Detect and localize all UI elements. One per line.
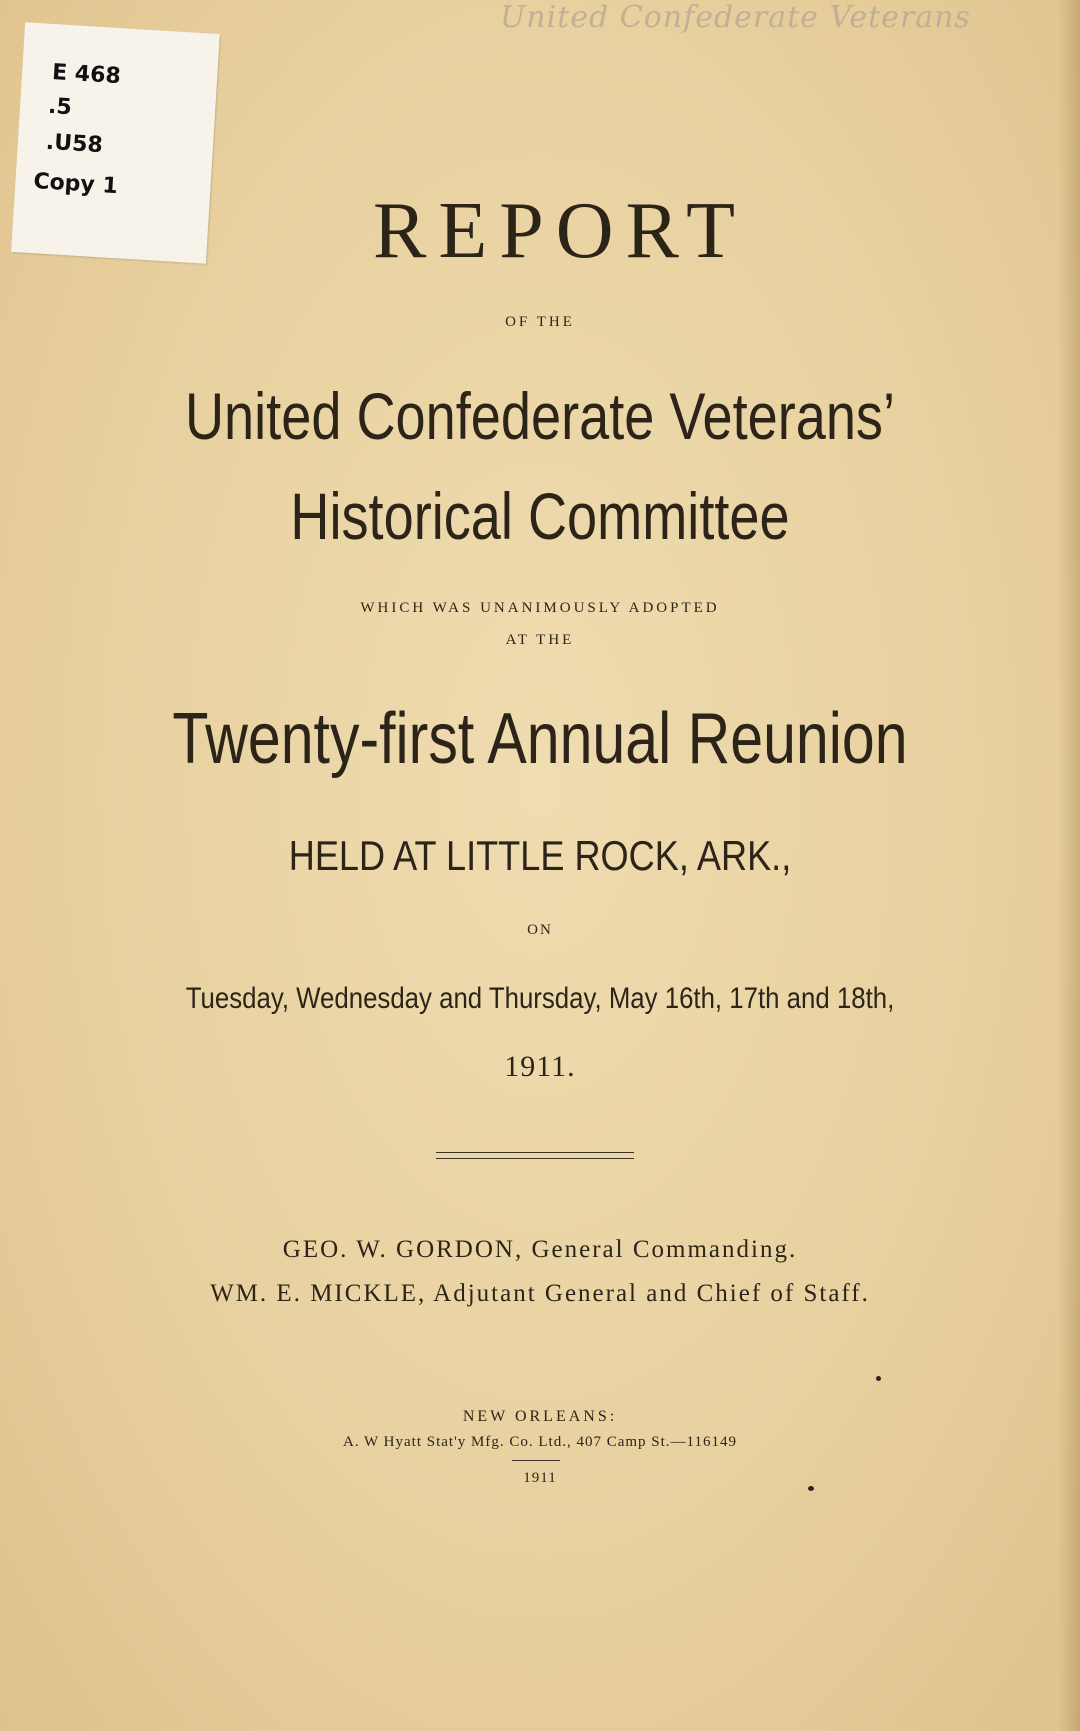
ink-speck xyxy=(808,1486,814,1491)
title-line-2: Historical Committee xyxy=(290,479,790,553)
call-number-cutter: .U58 xyxy=(45,129,104,159)
report-heading: REPORT xyxy=(373,187,747,275)
at-the-line: AT THE xyxy=(505,632,575,648)
imprint-rule xyxy=(512,1460,560,1461)
double-rule-top xyxy=(436,1152,634,1153)
imprint-year: 1911 xyxy=(523,1470,557,1486)
title-line-1: United Confederate Veterans’ xyxy=(184,379,896,453)
call-number-copy: Copy 1 xyxy=(32,169,119,200)
handwritten-inscription-text: United Confederate Veterans xyxy=(500,0,971,35)
reunion-title: Twenty-first Annual Reunion xyxy=(172,699,908,779)
call-number-subclass: .5 xyxy=(47,93,73,121)
dates-line: Tuesday, Wednesday and Thursday, May 16th, 17th and 18th, xyxy=(185,982,895,1015)
double-rule-bottom xyxy=(436,1158,634,1159)
of-the-line: OF THE xyxy=(505,314,575,330)
adopted-line: WHICH WAS UNANIMOUSLY ADOPTED xyxy=(360,600,720,616)
year-line: 1911. xyxy=(504,1050,576,1083)
imprint-place: NEW ORLEANS: xyxy=(462,1408,618,1425)
officer-adjutant: WM. E. MICKLE, Adjutant General and Chief of Staff. xyxy=(210,1280,870,1307)
handwritten-inscription xyxy=(500,0,971,35)
location-line: HELD AT LITTLE ROCK, ARK., xyxy=(288,832,792,879)
call-number-class: E 468 xyxy=(51,60,122,90)
on-line: ON xyxy=(527,922,553,938)
imprint-printer: A. W Hyatt Stat'y Mfg. Co. Ltd., 407 Camp St.—116149 xyxy=(342,1434,737,1450)
officer-commanding: GEO. W. GORDON, General Commanding. xyxy=(282,1236,798,1263)
ink-speck xyxy=(876,1376,881,1381)
